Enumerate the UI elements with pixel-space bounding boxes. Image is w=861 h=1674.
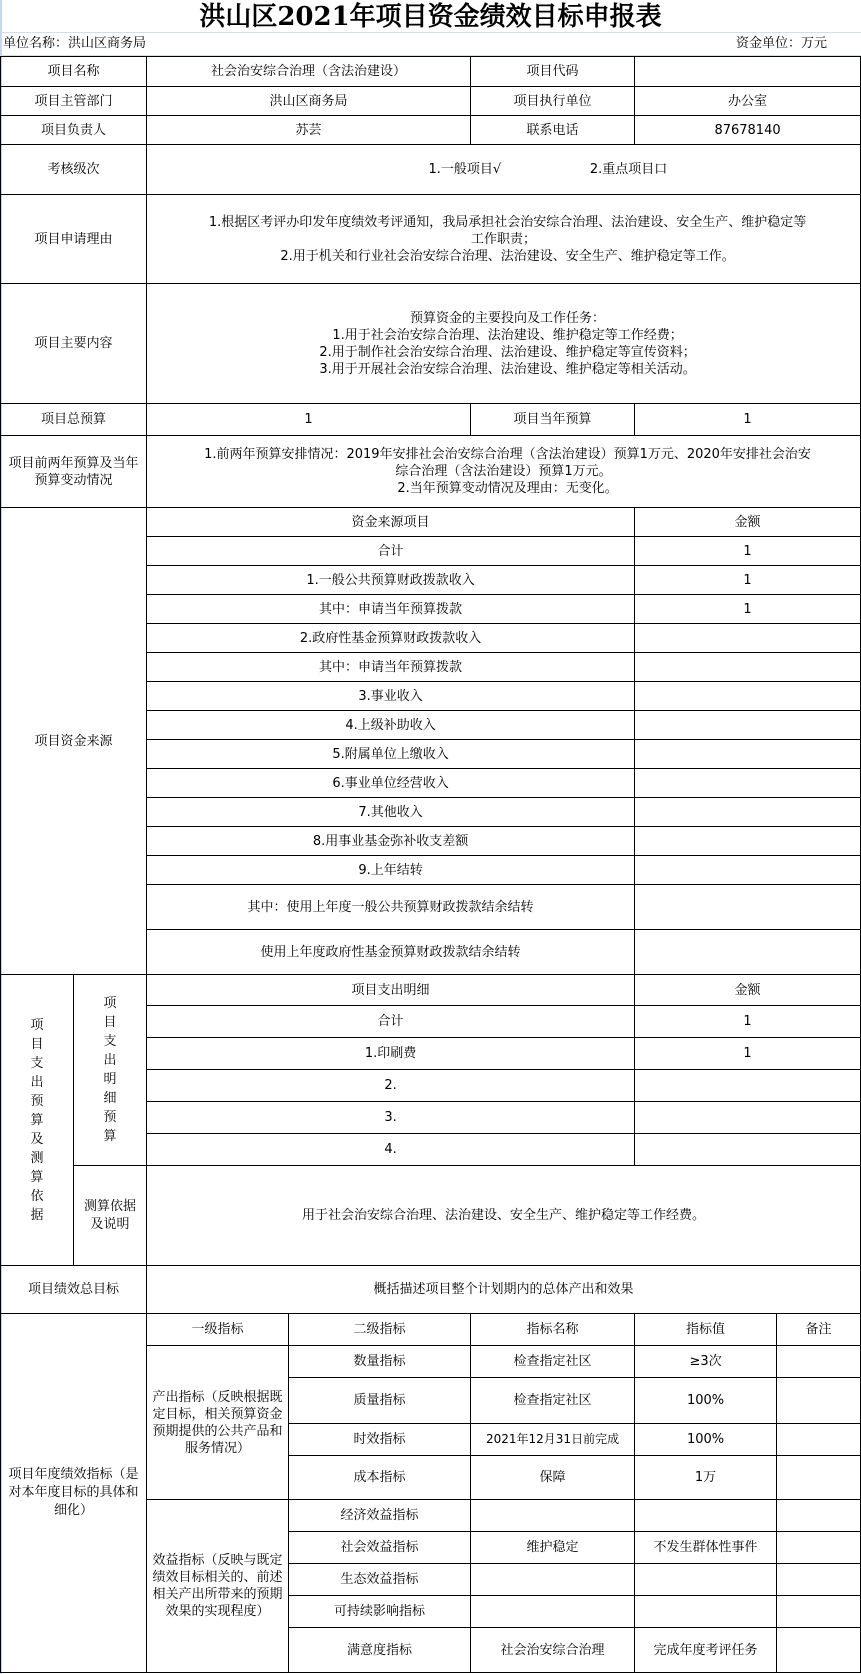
indicator-name[interactable]: 保障	[471, 1456, 635, 1500]
dept-value[interactable]: 洪山区商务局	[147, 87, 471, 116]
indicator-name[interactable]: 2021年12月31日前完成	[471, 1424, 635, 1456]
content-text[interactable]	[147, 284, 861, 404]
level2-indicator: 数量指标	[289, 1346, 471, 1378]
goal-label: 项目绩效总目标	[1, 1266, 147, 1314]
indicators-label	[1, 1314, 147, 1673]
indicator-note[interactable]	[777, 1346, 861, 1378]
reason-line: 1.根据区考评办印发年度绩效考评通知，我局承担社会治安综合治理、法治建设、安全生产、维护稳定等	[208, 214, 807, 230]
funding-amount[interactable]: 1	[635, 537, 861, 566]
level2-indicator: 社会效益指标	[289, 1532, 471, 1564]
funding-item: 6.事业单位经营收入	[147, 769, 635, 798]
indicator-note[interactable]	[777, 1564, 861, 1596]
sheet-gridline	[0, 32, 861, 33]
output-indicator-label: 产出指标（反映根据既定目标，相关预算资金预期提供的公共产品和服务情况）	[147, 1346, 289, 1500]
funding-amount[interactable]	[635, 885, 861, 930]
indicator-name[interactable]: 社会治安综合治理	[471, 1628, 635, 1673]
funding-item: 合计	[147, 537, 635, 566]
expenditure-amount[interactable]	[635, 1134, 861, 1166]
header-name: 指标名称	[471, 1314, 635, 1346]
expenditure-outer-label-text: 项目支出预算及测算依据	[30, 1017, 44, 1223]
phone-value[interactable]: 87678140	[635, 116, 861, 145]
funding-amount[interactable]: 1	[635, 595, 861, 624]
indicator-value[interactable]: ≥3次	[635, 1346, 777, 1378]
expenditure-detail-label-text: 项目支出明细预算	[103, 996, 117, 1144]
indicator-value[interactable]: 1万	[635, 1456, 777, 1500]
indicator-value[interactable]: 不发生群体性事件	[635, 1532, 777, 1564]
indicator-note[interactable]	[777, 1456, 861, 1500]
indicator-value[interactable]	[635, 1564, 777, 1596]
content-line: 2.用于制作社会治安综合治理、法治建设、维护稳定等宣传资料；	[319, 344, 696, 360]
indicator-name[interactable]: 维护稳定	[471, 1532, 635, 1564]
owner-label: 项目负责人	[1, 116, 147, 145]
expenditure-amount[interactable]: 1	[635, 1038, 861, 1070]
funding-amount[interactable]	[635, 930, 861, 975]
funding-item: 1.一般公共预算财政拨款收入	[147, 566, 635, 595]
expenditure-amount[interactable]	[635, 1102, 861, 1134]
level2-indicator: 成本指标	[289, 1456, 471, 1500]
goal-row	[1, 1266, 861, 1314]
content-line: 1.用于社会治安综合治理、法治建设、维护稳定等工作经费；	[332, 327, 683, 343]
funding-item: 8.用事业基金弥补收支差额	[147, 827, 635, 856]
indicator-name[interactable]: 检查指定社区	[471, 1378, 635, 1424]
dept-label: 项目主管部门	[1, 87, 147, 116]
indicator-value[interactable]	[635, 1500, 777, 1532]
history-line: 1.前两年预算安排情况：2019年安排社会治安综合治理（含法治建设）预算1万元、2020年安排社会治安	[204, 447, 811, 462]
content-line: 预算资金的主要投向及工作任务：	[410, 310, 606, 326]
row-assessment	[1, 145, 861, 195]
indicator-value[interactable]: 100%	[635, 1424, 777, 1456]
project-name-label: 项目名称	[1, 57, 147, 87]
expenditure-item: 3.	[147, 1102, 635, 1134]
expenditure-header-row	[1, 975, 861, 1006]
goal-text[interactable]: 概括描述项目整个计划期内的总体产出和效果	[147, 1266, 861, 1314]
reason-text[interactable]	[147, 195, 861, 284]
assessment-label: 考核级次	[1, 145, 147, 195]
expenditure-item: 1.印刷费	[147, 1038, 635, 1070]
row-budget	[1, 404, 861, 436]
reason-label: 项目申请理由	[1, 195, 147, 284]
indicator-note[interactable]	[777, 1378, 861, 1424]
basis-label-text: 测算依据及说明	[83, 1198, 136, 1232]
owner-value[interactable]: 苏芸	[147, 116, 471, 145]
project-name-value[interactable]: 社会治安综合治理（含法治建设）	[147, 57, 471, 87]
row-reason	[1, 195, 861, 284]
indicator-name[interactable]: 检查指定社区	[471, 1346, 635, 1378]
level2-indicator: 满意度指标	[289, 1628, 471, 1673]
reason-line: 工作职责；	[471, 231, 537, 247]
level2-indicator: 经济效益指标	[289, 1500, 471, 1532]
indicator-header-row	[1, 1314, 861, 1346]
page-title: 洪山区2021年项目资金绩效目标申报表	[199, 2, 662, 32]
row-content	[1, 284, 861, 404]
indicator-name[interactable]	[471, 1596, 635, 1628]
funding-item: 使用上年度政府性基金预算财政拨款结余结转	[147, 930, 635, 975]
funding-item: 其中：申请当年预算拨款	[147, 653, 635, 682]
funding-item: 3.事业收入	[147, 682, 635, 711]
history-text[interactable]	[147, 436, 861, 508]
basis-label	[74, 1166, 147, 1266]
exec-unit-value[interactable]: 办公室	[635, 87, 861, 116]
expenditure-item: 合计	[147, 1006, 635, 1038]
level2-indicator: 质量指标	[289, 1378, 471, 1424]
funding-item: 2.政府性基金预算财政拨款收入	[147, 624, 635, 653]
option-general-project[interactable]: 1.一般项目√	[428, 162, 502, 177]
expenditure-header-item: 项目支出明细	[147, 975, 635, 1006]
funding-header-amount: 金额	[635, 508, 861, 537]
total-budget-value[interactable]: 1	[147, 404, 471, 436]
indicator-value[interactable]: 完成年度考评任务	[635, 1628, 777, 1673]
funding-amount[interactable]	[635, 711, 861, 740]
history-line: 2.当年预算变动情况及理由：无变化。	[397, 481, 618, 496]
expenditure-detail-label	[74, 975, 147, 1166]
funding-item: 9.上年结转	[147, 856, 635, 885]
funding-header-item: 资金来源项目	[147, 508, 635, 537]
funding-header-row	[1, 508, 861, 537]
indicator-name[interactable]	[471, 1500, 635, 1532]
reason-line: 2.用于机关和行业社会治安综合治理、法治建设、安全生产、维护稳定等工作。	[280, 248, 735, 264]
fund-unit-label: 资金单位：万元	[735, 36, 827, 51]
funding-item: 其中：使用上年度一般公共预算财政拨款结余结转	[147, 885, 635, 930]
project-code-label: 项目代码	[471, 57, 635, 87]
total-budget-label: 项目总预算	[1, 404, 147, 436]
header-level2: 二级指标	[289, 1314, 471, 1346]
funding-item: 其中：申请当年预算拨款	[147, 595, 635, 624]
current-budget-label: 项目当年预算	[471, 404, 635, 436]
indicator-value[interactable]: 100%	[635, 1378, 777, 1424]
project-code-value[interactable]	[635, 57, 861, 87]
current-budget-value[interactable]: 1	[635, 404, 861, 436]
indicator-value[interactable]	[635, 1596, 777, 1628]
history-label: 项目前两年预算及当年预算变动情况	[1, 436, 147, 508]
funding-amount[interactable]	[635, 798, 861, 827]
indicator-note[interactable]	[777, 1424, 861, 1456]
indicator-note[interactable]	[777, 1500, 861, 1532]
funding-label: 项目资金来源	[1, 508, 147, 975]
basis-text[interactable]: 用于社会治安综合治理、法治建设、安全生产、维护稳定等工作经费。	[147, 1166, 861, 1266]
benefit-indicator-label: 效益指标（反映与既定绩效目标相关的、前述相关产出所带来的预期效果的实现程度）	[147, 1500, 289, 1673]
level2-indicator: 时效指标	[289, 1424, 471, 1456]
expenditure-item: 4.	[147, 1134, 635, 1166]
option-key-project[interactable]: 2.重点项目口	[589, 162, 668, 177]
content-label: 项目主要内容	[1, 284, 147, 404]
funding-item: 4.上级补助收入	[147, 711, 635, 740]
header-level1: 一级指标	[147, 1314, 289, 1346]
row-history	[1, 436, 861, 508]
level2-indicator: 可持续影响指标	[289, 1596, 471, 1628]
indicator-note[interactable]	[777, 1628, 861, 1673]
row-dept	[1, 87, 861, 116]
indicator-name[interactable]	[471, 1564, 635, 1596]
unit-name-label: 单位名称：洪山区商务局	[3, 36, 147, 51]
indicators-label-text: 项目年度绩效指标（是对本年度目标的具体和细化）	[8, 1467, 139, 1518]
expenditure-item: 2.	[147, 1070, 635, 1102]
funding-amount[interactable]	[635, 740, 861, 769]
funding-amount[interactable]: 1	[635, 566, 861, 595]
exec-unit-label: 项目执行单位	[471, 87, 635, 116]
expenditure-amount[interactable]: 1	[635, 1006, 861, 1038]
basis-row	[1, 1166, 861, 1266]
row-owner	[1, 116, 861, 145]
expenditure-amount[interactable]	[635, 1070, 861, 1102]
expenditure-outer-label	[1, 975, 74, 1266]
content-line: 3.用于开展社会治安综合治理、法治建设、维护稳定等相关活动。	[319, 361, 696, 377]
funding-amount[interactable]	[635, 827, 861, 856]
funding-amount[interactable]	[635, 769, 861, 798]
row-project-name	[1, 57, 861, 87]
funding-amount[interactable]	[635, 653, 861, 682]
funding-amount[interactable]	[635, 856, 861, 885]
funding-amount[interactable]	[635, 624, 861, 653]
funding-amount[interactable]	[635, 682, 861, 711]
performance-form-table	[0, 56, 861, 1673]
funding-item: 7.其他收入	[147, 798, 635, 827]
phone-label: 联系电话	[471, 116, 635, 145]
indicator-note[interactable]	[777, 1596, 861, 1628]
header-value: 指标值	[635, 1314, 777, 1346]
level2-indicator: 生态效益指标	[289, 1564, 471, 1596]
indicator-note[interactable]	[777, 1532, 861, 1564]
history-line: 综合治理（含法治建设）预算1万元。	[395, 464, 612, 479]
funding-item: 5.附属单位上缴收入	[147, 740, 635, 769]
expenditure-header-amount: 金额	[635, 975, 861, 1006]
header-note: 备注	[777, 1314, 861, 1346]
assessment-options[interactable]	[147, 145, 861, 195]
